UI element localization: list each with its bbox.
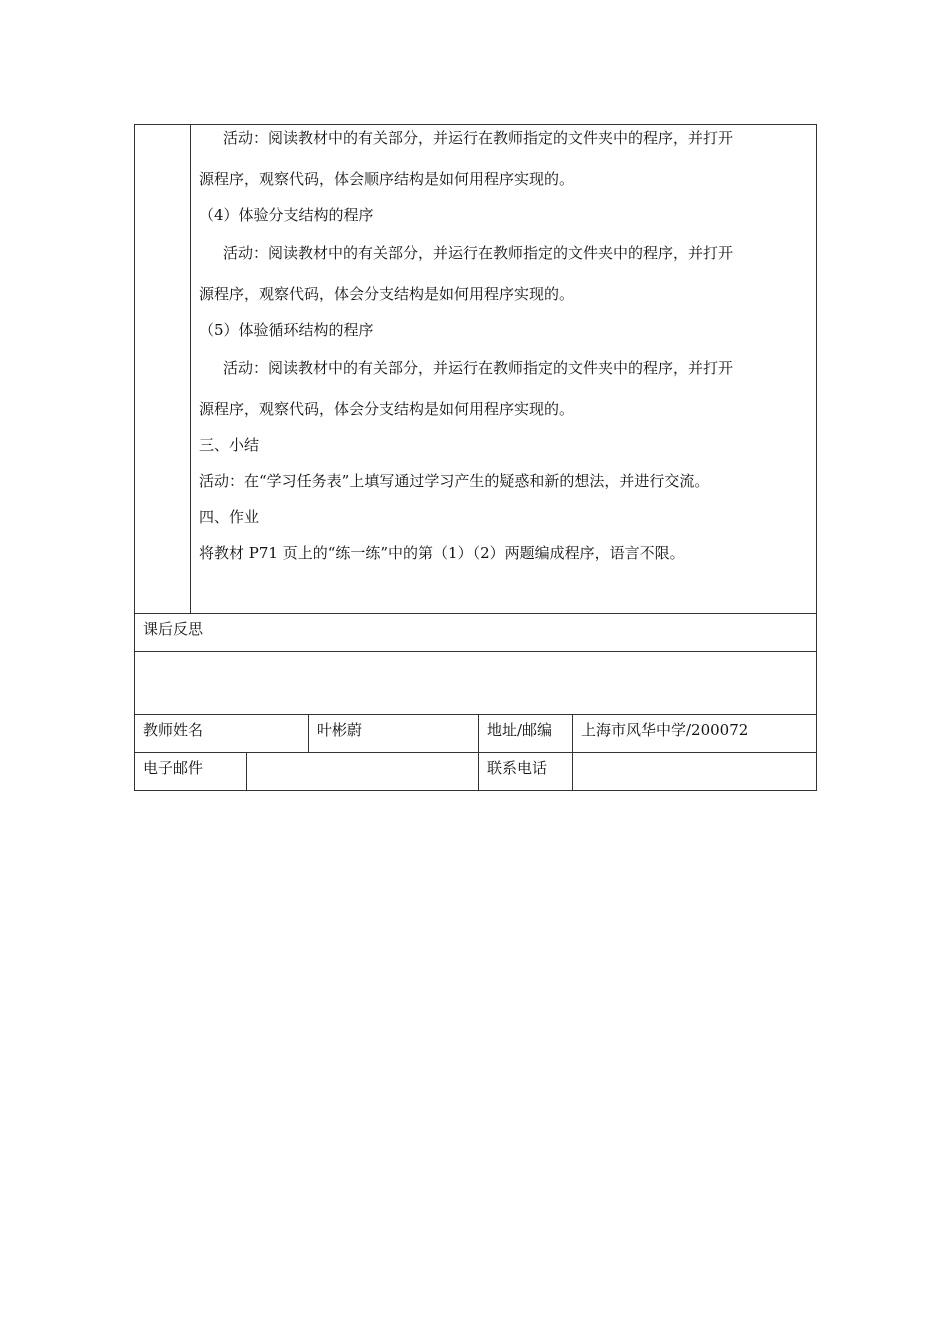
activity-4-line: 活动：在“学习任务表”上填写通过学习产生的疑惑和新的想法，并进行交流。 [199, 472, 710, 490]
lesson-content-cell [191, 125, 817, 614]
address-label: 地址/邮编 [487, 721, 553, 739]
section-4-heading: 四、作业 [199, 508, 260, 526]
step-5-heading: （5）体验循环结构的程序 [199, 321, 374, 339]
email-label: 电子邮件 [143, 759, 204, 777]
reflection-label-row [135, 614, 817, 652]
activity-2-line-1: 活动：阅读教材中的有关部分，并运行在教师指定的文件夹中的程序，并打开 [223, 244, 734, 262]
phone-value-cell [573, 753, 817, 791]
activity-3-line-1: 活动：阅读教材中的有关部分，并运行在教师指定的文件夹中的程序，并打开 [223, 359, 734, 377]
reflection-content-cell [135, 652, 817, 715]
lesson-plan-table [134, 124, 817, 791]
contact-row [135, 753, 817, 791]
address-value-cell [573, 715, 817, 753]
teacher-name-value-cell [309, 715, 479, 753]
activity-1-line-1: 活动：阅读教材中的有关部分，并运行在教师指定的文件夹中的程序，并打开 [223, 129, 734, 147]
address-value: 上海市风华中学/200072 [581, 721, 749, 739]
activity-2-line-2: 源程序，观察代码，体会分支结构是如何用程序实现的。 [199, 285, 575, 303]
step-4-heading: （4）体验分支结构的程序 [199, 206, 374, 224]
activity-1-line-2: 源程序，观察代码，体会顺序结构是如何用程序实现的。 [199, 170, 575, 188]
email-value-cell [247, 753, 479, 791]
phone-value [573, 753, 816, 783]
reflection-content [135, 652, 816, 682]
teacher-name-value: 叶彬蔚 [317, 721, 363, 739]
email-value [247, 753, 478, 783]
address-label-cell [479, 715, 573, 753]
teacher-name-label: 教师姓名 [143, 721, 204, 739]
reflection-content-row [135, 652, 817, 715]
phone-label: 联系电话 [487, 759, 548, 777]
lesson-content-row [135, 125, 817, 614]
teacher-row [135, 715, 817, 753]
phone-label-cell [479, 753, 573, 791]
left-margin-cell [135, 125, 191, 614]
section-3-heading: 三、小结 [199, 436, 260, 454]
homework-line: 将教材 P71 页上的“练一练”中的第（1）（2）两题编成程序，语言不限。 [199, 544, 685, 562]
teacher-name-label-cell [135, 715, 309, 753]
email-label-cell [135, 753, 247, 791]
activity-3-line-2: 源程序，观察代码，体会分支结构是如何用程序实现的。 [199, 400, 575, 418]
reflection-label-cell [135, 614, 817, 652]
reflection-label: 课后反思 [143, 620, 204, 638]
